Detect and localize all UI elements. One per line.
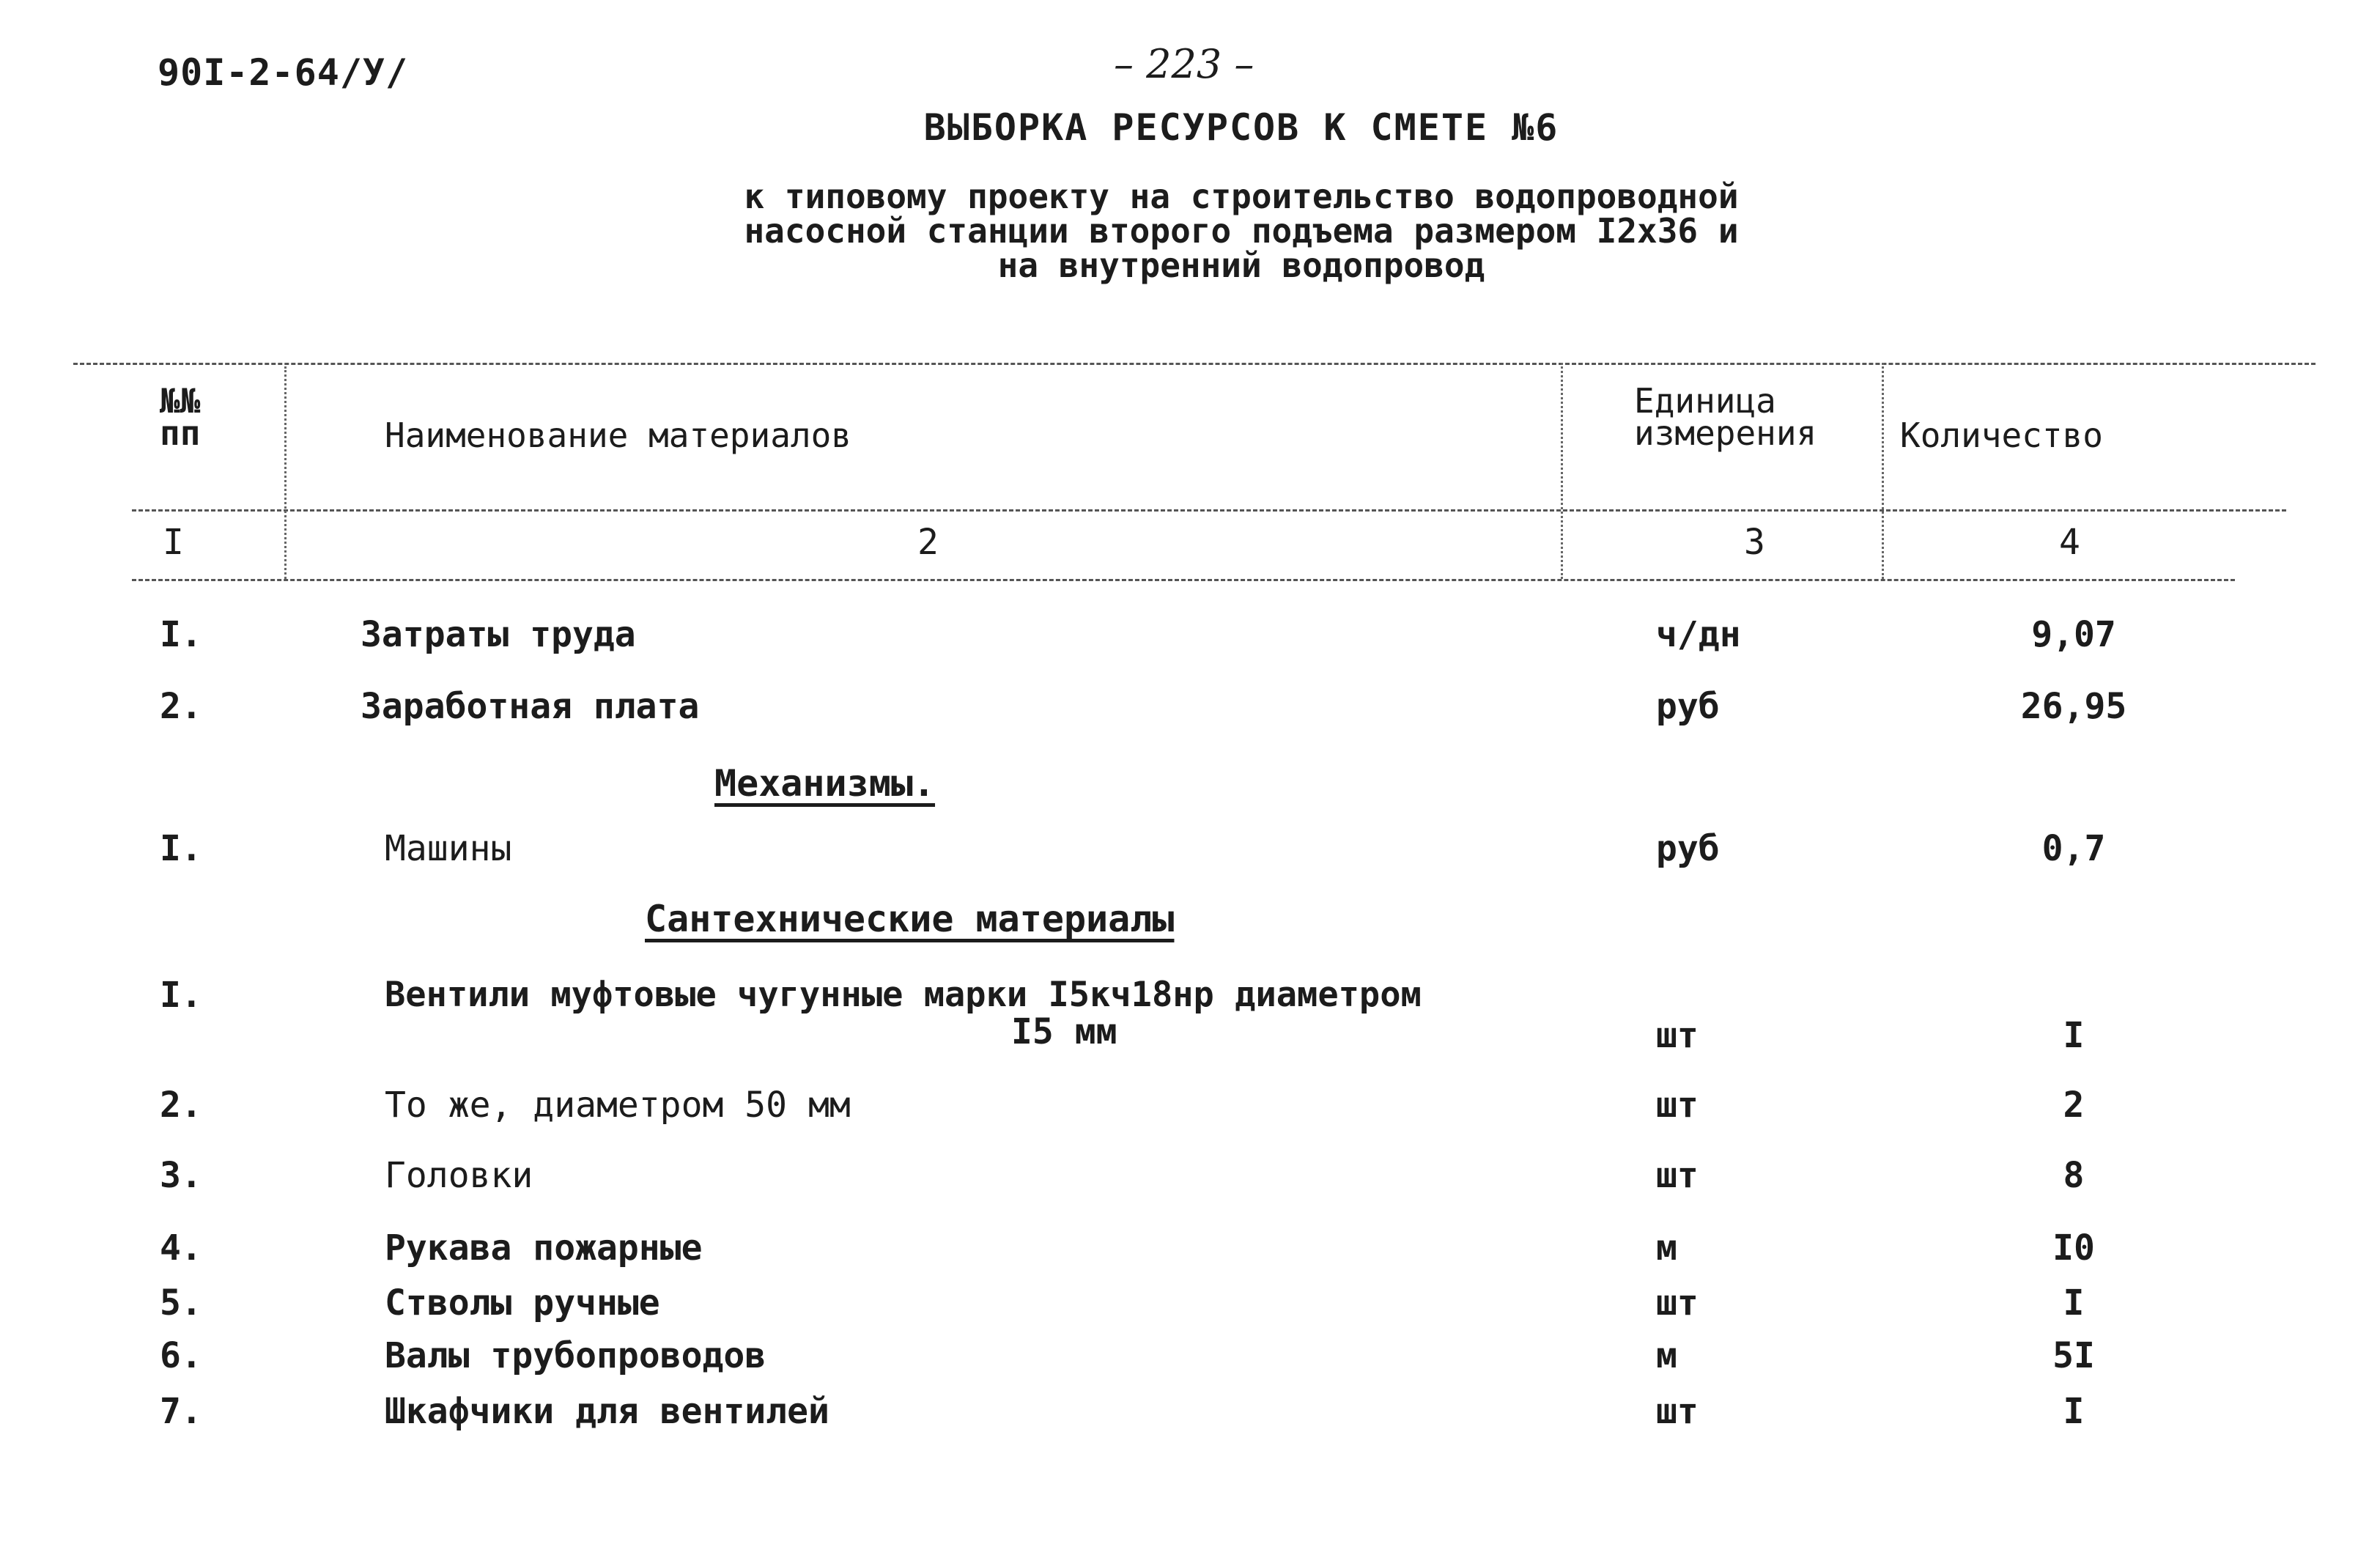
- row-name: Головки: [385, 1155, 533, 1196]
- header-quantity: Количество: [1900, 416, 2103, 455]
- row-unit: ч/дн: [1656, 614, 1741, 655]
- document-code: 90I-2-64/У/: [158, 51, 409, 94]
- row-no: 3.: [160, 1155, 202, 1196]
- row-no: I.: [160, 614, 202, 655]
- row-name: Рукава пожарные: [385, 1227, 703, 1269]
- row-name: Вентили муфтовые чугунные марки I5кч18нр диаметром: [385, 975, 1422, 1015]
- row-unit: м: [1656, 1227, 1677, 1269]
- table-top-rule: [73, 363, 2316, 365]
- row-no: I.: [160, 828, 202, 869]
- row-name: Затраты труда: [361, 614, 636, 655]
- document-title: ВЫБОРКА РЕСУРСОВ К СМЕТЕ №6: [923, 106, 1559, 149]
- row-qty: 5I: [2052, 1335, 2095, 1376]
- row-unit: руб: [1656, 686, 1720, 727]
- document-subtitle: [0, 177, 2380, 285]
- subtitle-line-1: к типовому проекту на строительство водопроводной: [744, 177, 1739, 216]
- header-name: Наименование материалов: [385, 416, 851, 455]
- row-unit: шт: [1656, 1391, 1699, 1432]
- column-divider-1: [284, 366, 287, 579]
- column-number-4: 4: [2059, 522, 2080, 563]
- row-unit: м: [1656, 1335, 1677, 1376]
- table-colnum-rule: [132, 579, 2235, 581]
- row-qty: 2: [2063, 1085, 2085, 1126]
- row-qty: 8: [2063, 1155, 2085, 1196]
- subtitle-line-2: насосной станции второго подъема размером I2х36 и: [744, 211, 1739, 251]
- row-no: 4.: [160, 1227, 202, 1269]
- row-qty: I: [2063, 1391, 2085, 1432]
- section-title-sanitary: Сантехнические материалы: [645, 898, 1175, 940]
- table-header-rule: [132, 509, 2286, 512]
- row-no: 5.: [160, 1282, 202, 1323]
- row-no: 2.: [160, 1085, 202, 1126]
- row-no: 2.: [160, 686, 202, 727]
- row-name: Валы трубопроводов: [385, 1335, 766, 1376]
- header-unit: Единица измерения: [1634, 381, 1817, 453]
- subtitle-line-3: на внутренний водопровод: [997, 245, 1485, 285]
- row-name: Машины: [385, 828, 512, 869]
- row-unit: шт: [1656, 1015, 1699, 1056]
- page-number: – 223 –: [1114, 41, 1254, 87]
- header-no: №№ пп: [160, 381, 201, 453]
- row-no: 7.: [160, 1391, 202, 1432]
- row-unit: руб: [1656, 828, 1720, 869]
- row-qty: I0: [2052, 1227, 2095, 1269]
- column-divider-2: [1561, 363, 1563, 579]
- row-qty: I: [2063, 1282, 2085, 1323]
- section-title-mechanisms: Механизмы.: [714, 762, 936, 805]
- row-unit: шт: [1656, 1282, 1699, 1323]
- row-no: 6.: [160, 1335, 202, 1376]
- row-unit: шт: [1656, 1155, 1699, 1196]
- row-name: То же, диаметром 50 мм: [385, 1085, 851, 1126]
- row-name: Стволы ручные: [385, 1282, 660, 1323]
- row-no: I.: [160, 975, 202, 1016]
- row-name-continued: I5 мм: [1011, 1011, 1117, 1052]
- column-number-2: 2: [917, 522, 939, 563]
- row-unit: шт: [1656, 1085, 1699, 1126]
- row-name: Заработная плата: [361, 686, 700, 727]
- column-divider-3: [1882, 363, 1884, 579]
- column-number-3: 3: [1744, 522, 1765, 563]
- row-qty: 9,07: [2031, 614, 2116, 655]
- row-qty: 0,7: [2041, 828, 2106, 869]
- row-qty: 26,95: [2020, 686, 2127, 727]
- row-name: Шкафчики для вентилей: [385, 1391, 829, 1432]
- row-qty: I: [2063, 1015, 2085, 1056]
- column-number-1: I: [163, 522, 184, 563]
